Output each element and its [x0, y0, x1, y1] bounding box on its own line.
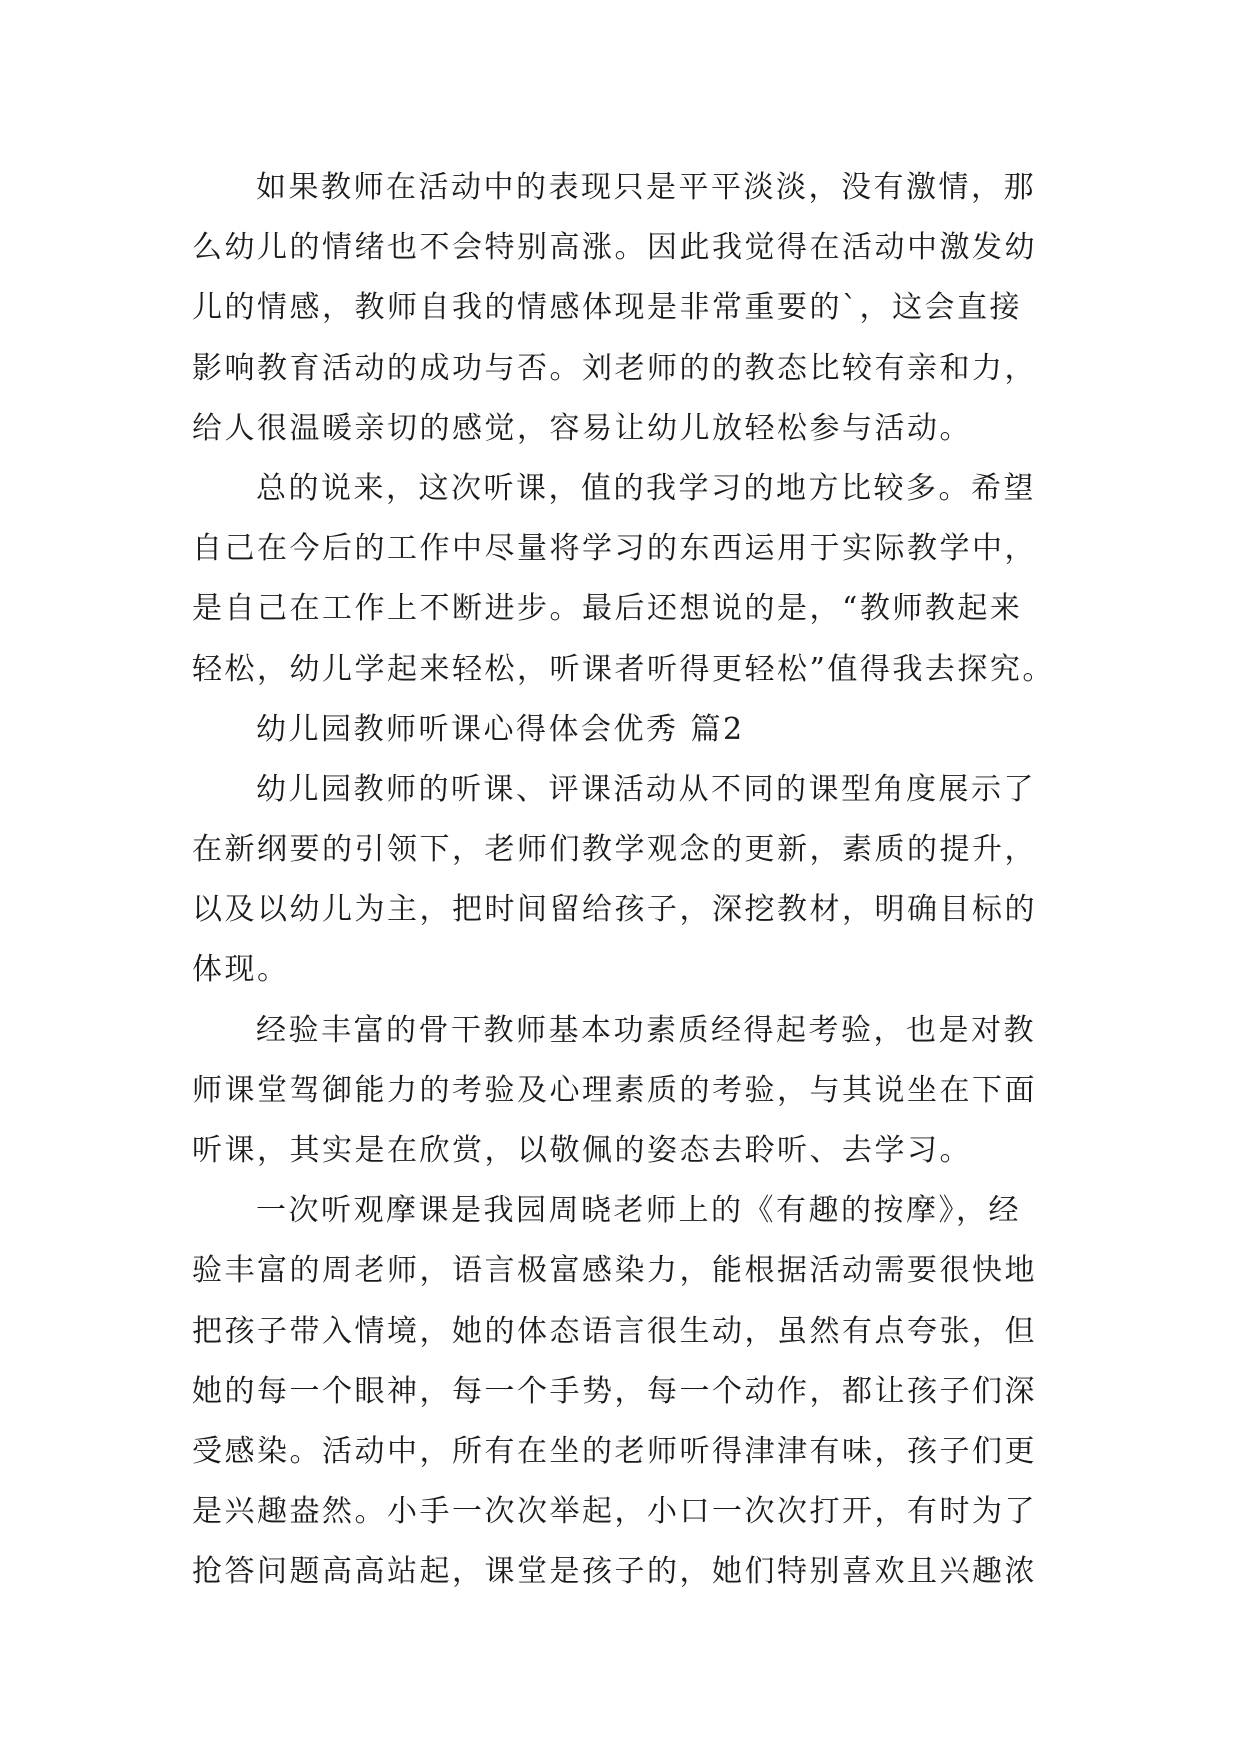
paragraph-line: 给人很温暖亲切的感觉，容易让幼儿放轻松参与活动。 — [192, 410, 972, 446]
paragraph-line: 如果教师在活动中的表现只是平平淡淡，没有激情，那 — [256, 170, 1036, 205]
document-page — [192, 158, 1054, 1603]
paragraph-line: 在新纲要的引领下，老师们教学观念的更新，素质的提升， — [192, 832, 1037, 868]
paragraph-line: 幼儿园教师的听课、评课活动从不同的课型角度展示了 — [256, 771, 1036, 807]
paragraph-line: 经验丰富的骨干教师基本功素质经得起考验，也是对教 — [256, 1012, 1036, 1048]
paragraph-line: 儿的情感，教师自我的情感体现是非常重要的`，这会直接 — [192, 290, 1022, 326]
paragraph-line: 是兴趣盎然。小手一次次举起，小口一次次打开，有时为了 — [192, 1494, 1037, 1530]
paragraph-line: 听课，其实是在欣赏，以敬佩的姿态去聆听、去学习。 — [192, 1133, 972, 1168]
paragraph-line: 抢答问题高高站起，课堂是孩子的，她们特别喜欢且兴趣浓 — [192, 1554, 1037, 1590]
paragraph-line: 以及以幼儿为主，把时间留给孩子，深挖教材，明确目标的 — [192, 892, 1037, 928]
paragraph-line: 自己在今后的工作中尽量将学习的东西运用于实际教学中， — [192, 531, 1037, 567]
paragraph-line: 影响教育活动的成功与否。刘老师的的教态比较有亲和力， — [192, 350, 1037, 386]
paragraph-line: 把孩子带入情境，她的体态语言很生动，虽然有点夸张，但 — [192, 1313, 1037, 1349]
paragraph-line: 一次听观摩课是我园周晓老师上的《有趣的按摩》，经 — [256, 1193, 1021, 1229]
paragraph-line: 受感染。活动中，所有在坐的老师听得津津有味，孩子们更 — [192, 1433, 1037, 1469]
paragraph-line: 验丰富的周老师，语言极富感染力，能根据活动需要很快地 — [192, 1253, 1037, 1289]
paragraph-line: 么幼儿的情绪也不会特别高涨。因此我觉得在活动中激发幼 — [192, 230, 1037, 266]
paragraph-line: 师课堂驾御能力的考验及心理素质的考验，与其说坐在下面 — [192, 1072, 1037, 1108]
section-heading: 幼儿园教师听课心得体会优秀 篇2 — [256, 711, 745, 747]
paragraph-line: 总的说来，这次听课，值的我学习的地方比较多。希望 — [256, 470, 1036, 506]
paragraph-line: 轻松，幼儿学起来轻松，听课者听得更轻松”值得我去探究。 — [192, 651, 1055, 687]
paragraph-line: 体现。 — [192, 952, 290, 988]
paragraph-line: 她的每一个眼神，每一个手势，每一个动作，都让孩子们深 — [192, 1373, 1037, 1409]
paragraph-line: 是自己在工作上不断进步。最后还想说的是，“教师教起来 — [192, 591, 1023, 627]
